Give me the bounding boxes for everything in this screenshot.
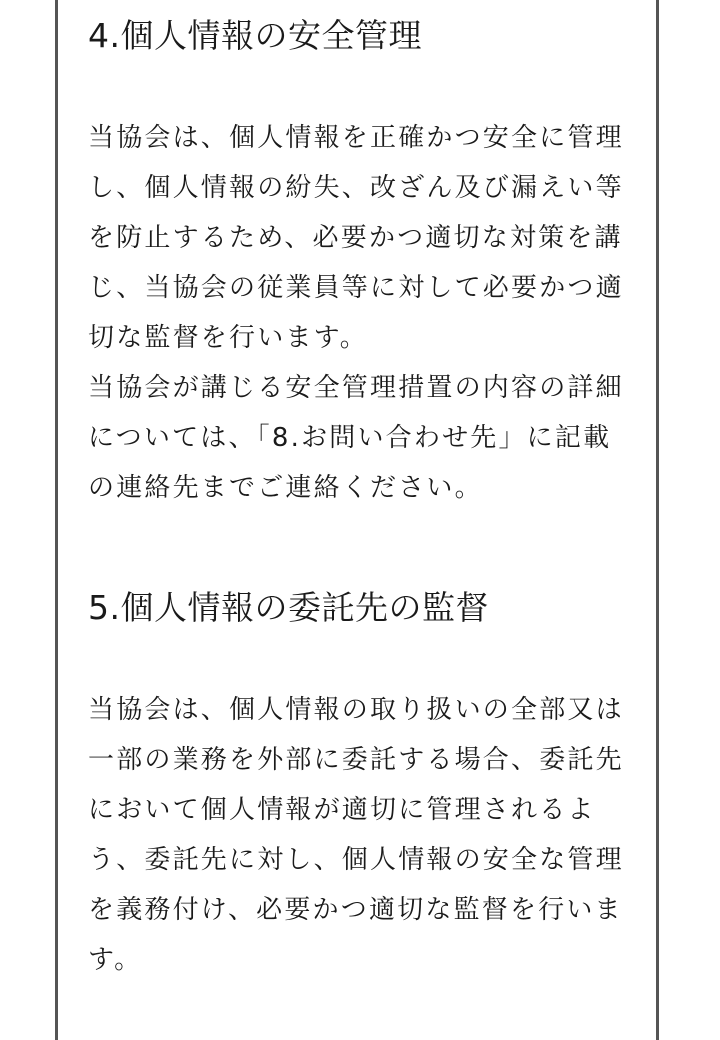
paragraph-line: については、「8.お問い合わせ先」に記載 xyxy=(88,423,612,453)
paragraph-line: じ、当協会の従業員等に対して必要かつ適 xyxy=(88,273,624,303)
section-5-heading: 5.個人情報の委託先の監督 xyxy=(88,588,489,627)
paragraph-line: し、個人情報の紛失、改ざん及び漏えい等 xyxy=(88,173,624,203)
paragraph-line: う、委託先に対し、個人情報の安全な管理 xyxy=(88,845,624,875)
paragraph-line: を義務付け、必要かつ適切な監督を行いま xyxy=(88,895,623,925)
paragraph-line: す。 xyxy=(88,945,143,975)
paragraph-line: の連絡先までご連絡ください。 xyxy=(88,473,483,503)
section-5-paragraph xyxy=(88,685,624,985)
paragraph-line: を防止するため、必要かつ適切な対策を講 xyxy=(88,223,623,253)
paragraph-line: 当協会が講じる安全管理措置の内容の詳細 xyxy=(88,373,624,403)
paragraph-line: 一部の業務を外部に委託する場合、委託先 xyxy=(88,745,624,775)
paragraph-line: 切な監督を行います。 xyxy=(88,323,368,353)
paragraph-line: 当協会は、個人情報を正確かつ安全に管理 xyxy=(88,123,624,153)
paragraph-line: 当協会は、個人情報の取り扱いの全部又は xyxy=(88,695,624,725)
section-4-heading: 4.個人情報の安全管理 xyxy=(88,16,422,55)
section-4-paragraph xyxy=(88,113,624,513)
paragraph-line: において個人情報が適切に管理されるよ xyxy=(88,795,596,825)
